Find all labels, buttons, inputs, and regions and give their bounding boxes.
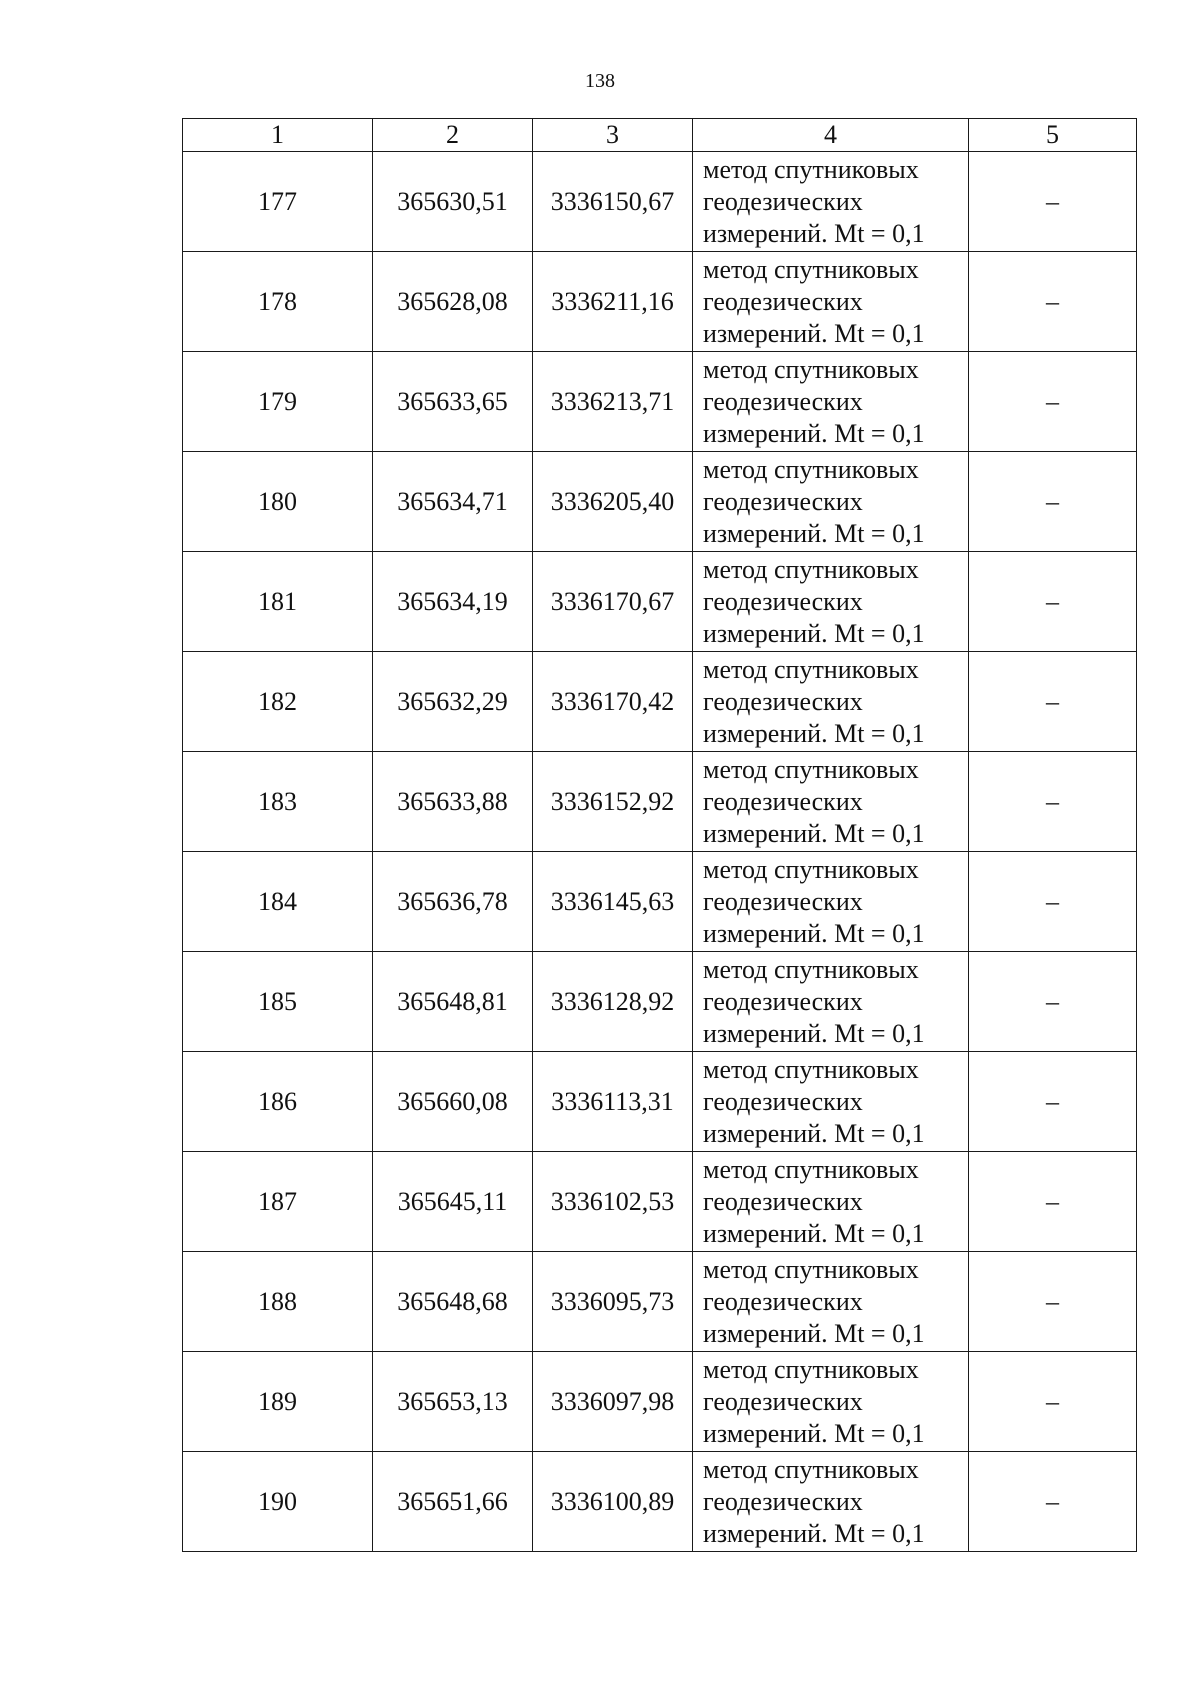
x-coordinate-cell: 365648,68 bbox=[373, 1252, 533, 1352]
method-cell bbox=[693, 1452, 969, 1552]
point-number-cell: 177 bbox=[183, 152, 373, 252]
x-coordinate-cell: 365660,08 bbox=[373, 1052, 533, 1152]
note-cell: – bbox=[969, 752, 1137, 852]
method-line: метод спутниковых bbox=[703, 954, 919, 984]
method-line: метод спутниковых bbox=[703, 1154, 919, 1184]
point-number-cell: 183 bbox=[183, 752, 373, 852]
point-number-cell: 182 bbox=[183, 652, 373, 752]
method-line: геодезических bbox=[703, 186, 863, 216]
table-row bbox=[183, 252, 1137, 352]
table-row bbox=[183, 852, 1137, 952]
method-cell bbox=[693, 352, 969, 452]
note-cell: – bbox=[969, 852, 1137, 952]
method-cell bbox=[693, 1052, 969, 1152]
y-coordinate-cell: 3336150,67 bbox=[533, 152, 693, 252]
method-line: геодезических bbox=[703, 586, 863, 616]
point-number-cell: 180 bbox=[183, 452, 373, 552]
note-cell: – bbox=[969, 1352, 1137, 1452]
point-number-cell: 187 bbox=[183, 1152, 373, 1252]
method-cell bbox=[693, 652, 969, 752]
method-line: измерений. Mt = 0,1 bbox=[703, 518, 925, 548]
method-line: измерений. Mt = 0,1 bbox=[703, 418, 925, 448]
method-cell bbox=[693, 1252, 969, 1352]
method-line: геодезических bbox=[703, 1486, 863, 1516]
coordinates-table bbox=[182, 118, 1137, 1552]
table-header bbox=[183, 119, 1137, 152]
method-line: измерений. Mt = 0,1 bbox=[703, 1418, 925, 1448]
y-coordinate-cell: 3336205,40 bbox=[533, 452, 693, 552]
point-number-cell: 179 bbox=[183, 352, 373, 452]
method-line: измерений. Mt = 0,1 bbox=[703, 218, 925, 248]
table-row bbox=[183, 552, 1137, 652]
y-coordinate-cell: 3336095,73 bbox=[533, 1252, 693, 1352]
y-coordinate-cell: 3336145,63 bbox=[533, 852, 693, 952]
method-cell bbox=[693, 552, 969, 652]
table-row bbox=[183, 952, 1137, 1052]
x-coordinate-cell: 365630,51 bbox=[373, 152, 533, 252]
x-coordinate-cell: 365651,66 bbox=[373, 1452, 533, 1552]
note-cell: – bbox=[969, 452, 1137, 552]
method-line: измерений. Mt = 0,1 bbox=[703, 618, 925, 648]
note-cell: – bbox=[969, 552, 1137, 652]
point-number-cell: 186 bbox=[183, 1052, 373, 1152]
method-cell bbox=[693, 152, 969, 252]
method-line: геодезических bbox=[703, 1186, 863, 1216]
y-coordinate-cell: 3336213,71 bbox=[533, 352, 693, 452]
x-coordinate-cell: 365634,71 bbox=[373, 452, 533, 552]
table-row bbox=[183, 452, 1137, 552]
method-line: измерений. Mt = 0,1 bbox=[703, 1518, 925, 1548]
point-number-cell: 185 bbox=[183, 952, 373, 1052]
column-header-1: 1 bbox=[183, 119, 373, 152]
point-number-cell: 188 bbox=[183, 1252, 373, 1352]
method-cell bbox=[693, 752, 969, 852]
method-line: метод спутниковых bbox=[703, 554, 919, 584]
table-row bbox=[183, 1452, 1137, 1552]
table-row bbox=[183, 752, 1137, 852]
method-line: геодезических bbox=[703, 786, 863, 816]
point-number-cell: 190 bbox=[183, 1452, 373, 1552]
method-cell bbox=[693, 1152, 969, 1252]
method-line: измерений. Mt = 0,1 bbox=[703, 1218, 925, 1248]
method-line: измерений. Mt = 0,1 bbox=[703, 318, 925, 348]
method-line: геодезических bbox=[703, 1286, 863, 1316]
y-coordinate-cell: 3336100,89 bbox=[533, 1452, 693, 1552]
method-line: метод спутниковых bbox=[703, 354, 919, 384]
y-coordinate-cell: 3336102,53 bbox=[533, 1152, 693, 1252]
x-coordinate-cell: 365632,29 bbox=[373, 652, 533, 752]
method-cell bbox=[693, 452, 969, 552]
point-number-cell: 181 bbox=[183, 552, 373, 652]
method-line: геодезических bbox=[703, 1086, 863, 1116]
method-line: метод спутниковых bbox=[703, 754, 919, 784]
column-header-3: 3 bbox=[533, 119, 693, 152]
table-body bbox=[183, 152, 1137, 1552]
note-cell: – bbox=[969, 1152, 1137, 1252]
method-line: измерений. Mt = 0,1 bbox=[703, 718, 925, 748]
point-number-cell: 184 bbox=[183, 852, 373, 952]
method-line: геодезических bbox=[703, 686, 863, 716]
y-coordinate-cell: 3336152,92 bbox=[533, 752, 693, 852]
method-line: метод спутниковых bbox=[703, 854, 919, 884]
column-header-2: 2 bbox=[373, 119, 533, 152]
note-cell: – bbox=[969, 252, 1137, 352]
table-row bbox=[183, 152, 1137, 252]
method-line: геодезических bbox=[703, 286, 863, 316]
x-coordinate-cell: 365633,65 bbox=[373, 352, 533, 452]
page-number: 138 bbox=[585, 70, 615, 92]
method-line: метод спутниковых bbox=[703, 1454, 919, 1484]
note-cell: – bbox=[969, 352, 1137, 452]
method-line: геодезических bbox=[703, 886, 863, 916]
x-coordinate-cell: 365633,88 bbox=[373, 752, 533, 852]
method-line: метод спутниковых bbox=[703, 1254, 919, 1284]
note-cell: – bbox=[969, 1252, 1137, 1352]
table-row bbox=[183, 1352, 1137, 1452]
method-line: метод спутниковых bbox=[703, 254, 919, 284]
method-line: геодезических bbox=[703, 486, 863, 516]
y-coordinate-cell: 3336170,42 bbox=[533, 652, 693, 752]
table-row bbox=[183, 1052, 1137, 1152]
method-line: метод спутниковых bbox=[703, 454, 919, 484]
y-coordinate-cell: 3336170,67 bbox=[533, 552, 693, 652]
method-line: геодезических bbox=[703, 1386, 863, 1416]
note-cell: – bbox=[969, 1052, 1137, 1152]
method-cell bbox=[693, 852, 969, 952]
note-cell: – bbox=[969, 952, 1137, 1052]
method-line: метод спутниковых bbox=[703, 154, 919, 184]
x-coordinate-cell: 365636,78 bbox=[373, 852, 533, 952]
method-cell bbox=[693, 252, 969, 352]
method-line: метод спутниковых bbox=[703, 1354, 919, 1384]
y-coordinate-cell: 3336113,31 bbox=[533, 1052, 693, 1152]
method-line: метод спутниковых bbox=[703, 654, 919, 684]
note-cell: – bbox=[969, 652, 1137, 752]
method-line: измерений. Mt = 0,1 bbox=[703, 1118, 925, 1148]
x-coordinate-cell: 365645,11 bbox=[373, 1152, 533, 1252]
method-line: метод спутниковых bbox=[703, 1054, 919, 1084]
method-line: геодезических bbox=[703, 386, 863, 416]
note-cell: – bbox=[969, 1452, 1137, 1552]
y-coordinate-cell: 3336211,16 bbox=[533, 252, 693, 352]
method-line: измерений. Mt = 0,1 bbox=[703, 918, 925, 948]
method-cell bbox=[693, 1352, 969, 1452]
point-number-cell: 189 bbox=[183, 1352, 373, 1452]
note-cell: – bbox=[969, 152, 1137, 252]
y-coordinate-cell: 3336097,98 bbox=[533, 1352, 693, 1452]
table-row bbox=[183, 1252, 1137, 1352]
table-row bbox=[183, 352, 1137, 452]
method-cell bbox=[693, 952, 969, 1052]
method-line: геодезических bbox=[703, 986, 863, 1016]
method-line: измерений. Mt = 0,1 bbox=[703, 1018, 925, 1048]
column-header-4: 4 bbox=[693, 119, 969, 152]
point-number-cell: 178 bbox=[183, 252, 373, 352]
table-row bbox=[183, 652, 1137, 752]
x-coordinate-cell: 365653,13 bbox=[373, 1352, 533, 1452]
y-coordinate-cell: 3336128,92 bbox=[533, 952, 693, 1052]
x-coordinate-cell: 365628,08 bbox=[373, 252, 533, 352]
method-line: измерений. Mt = 0,1 bbox=[703, 818, 925, 848]
header-row bbox=[183, 119, 1137, 152]
column-header-5: 5 bbox=[969, 119, 1137, 152]
method-line: измерений. Mt = 0,1 bbox=[703, 1318, 925, 1348]
x-coordinate-cell: 365648,81 bbox=[373, 952, 533, 1052]
table-row bbox=[183, 1152, 1137, 1252]
x-coordinate-cell: 365634,19 bbox=[373, 552, 533, 652]
